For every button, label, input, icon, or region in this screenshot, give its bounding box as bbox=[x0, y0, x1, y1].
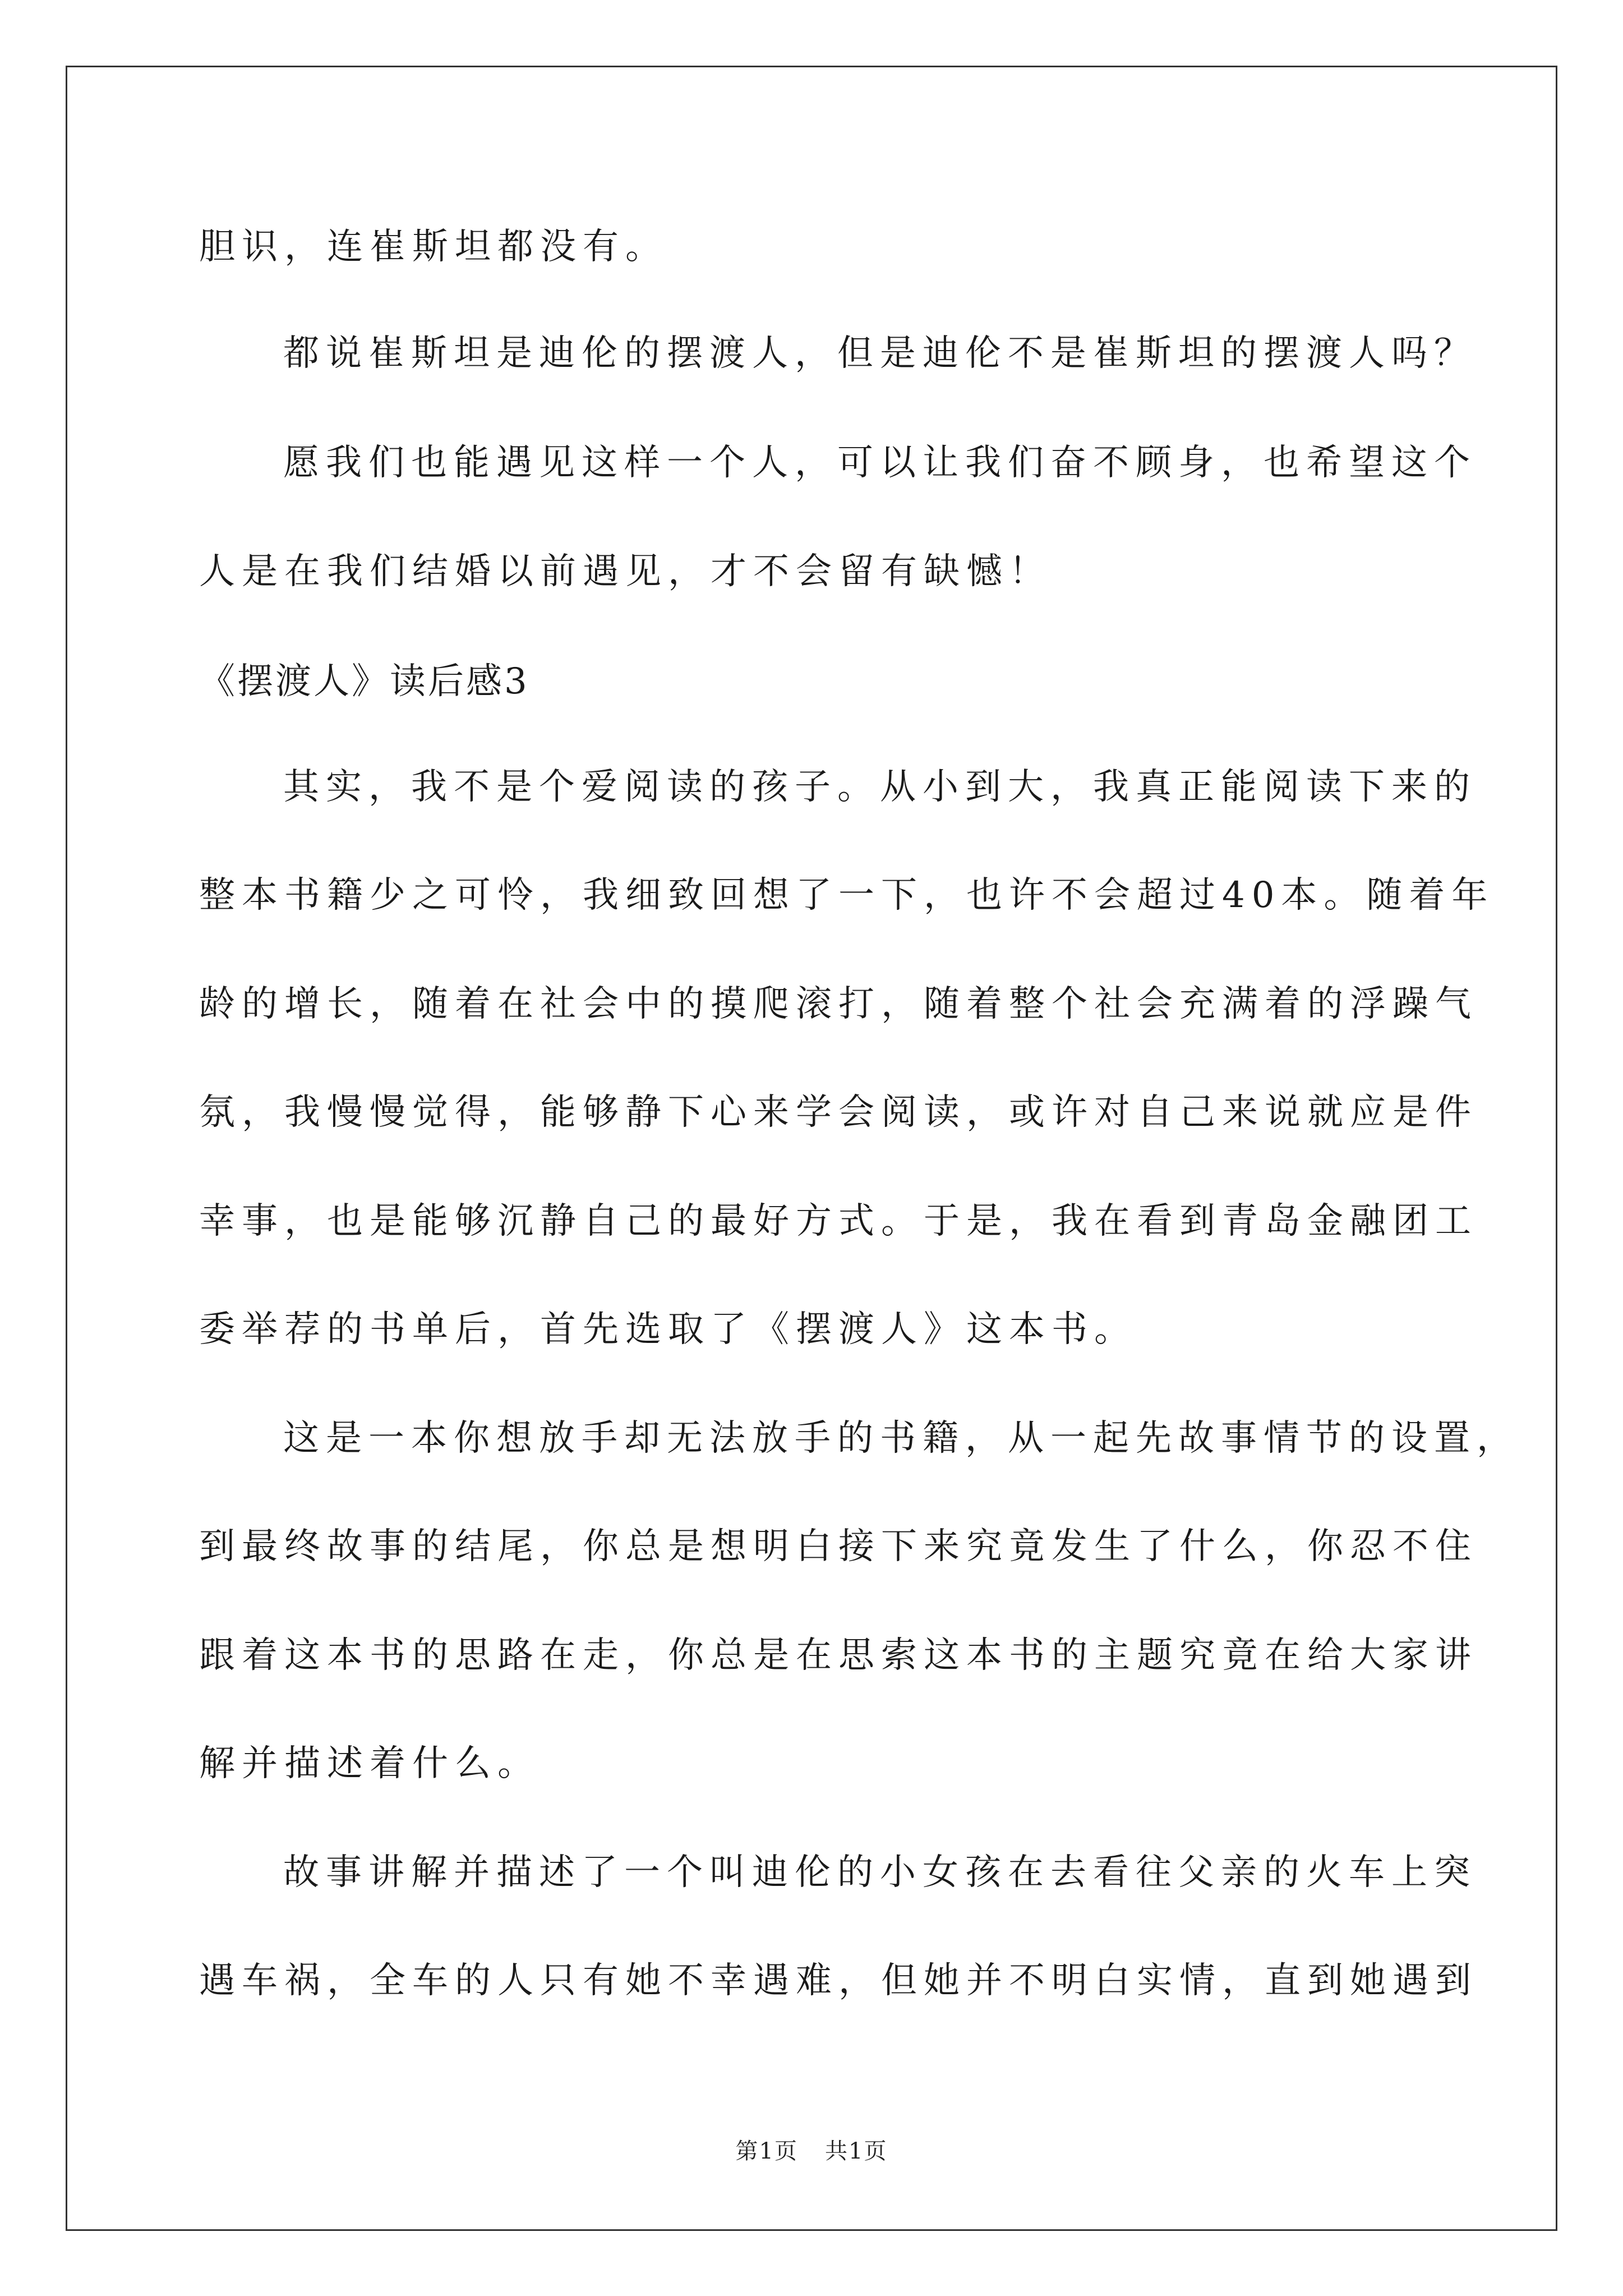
text-line: 到最终故事的结尾，你总是想明白接下来究竟发生了什么，你忍不住 bbox=[199, 1526, 1478, 1567]
text-line: 人是在我们结婚以前遇见，才不会留有缺憾！ bbox=[199, 551, 1052, 592]
text-line: 氛，我慢慢觉得，能够静下心来学会阅读，或许对自己来说就应是件 bbox=[199, 1092, 1478, 1133]
page-number-total: 共1页 bbox=[825, 2138, 888, 2164]
text-line: 胆识，连崔斯坦都没有。 bbox=[199, 226, 668, 268]
paragraph-first-line: 故事讲解并描述了一个叫迪伦的小女孩在去看往父亲的火车上突 bbox=[283, 1852, 1477, 1893]
text-line: 解并描述着什么。 bbox=[199, 1743, 540, 1784]
text-line: 幸事，也是能够沉静自己的最好方式。于是，我在看到青岛金融团工 bbox=[199, 1200, 1478, 1242]
page-number-current: 第1页 bbox=[735, 2138, 798, 2164]
paragraph-first-line: 其实，我不是个爱阅读的孩子。从小到大，我真正能阅读下来的 bbox=[283, 766, 1477, 808]
text-line: 委举荐的书单后，首先选取了《摆渡人》这本书。 bbox=[199, 1309, 1137, 1350]
paragraph-first-line: 愿我们也能遇见这样一个人，可以让我们奋不顾身，也希望这个 bbox=[283, 442, 1477, 484]
text-line: 遇车祸，全车的人只有她不幸遇难，但她并不明白实情，直到她遇到 bbox=[199, 1960, 1478, 2001]
section-heading: 《摆渡人》读后感3 bbox=[199, 661, 529, 702]
paragraph-first-line: 这是一本你想放手却无法放手的书籍，从一起先故事情节的设置， bbox=[283, 1418, 1519, 1459]
text-line: 整本书籍少之可怜，我细致回想了一下，也许不会超过40本。随着年 bbox=[199, 875, 1495, 916]
page-border bbox=[66, 66, 1557, 2231]
text-line: 龄的增长，随着在社会中的摸爬滚打，随着整个社会充满着的浮躁气 bbox=[199, 983, 1478, 1025]
text-line: 跟着这本书的思路在走，你总是在思索这本书的主题究竟在给大家讲 bbox=[199, 1635, 1478, 1676]
page-footer bbox=[0, 2139, 1623, 2164]
paragraph-first-line: 都说崔斯坦是迪伦的摆渡人，但是迪伦不是崔斯坦的摆渡人吗？ bbox=[283, 333, 1477, 374]
